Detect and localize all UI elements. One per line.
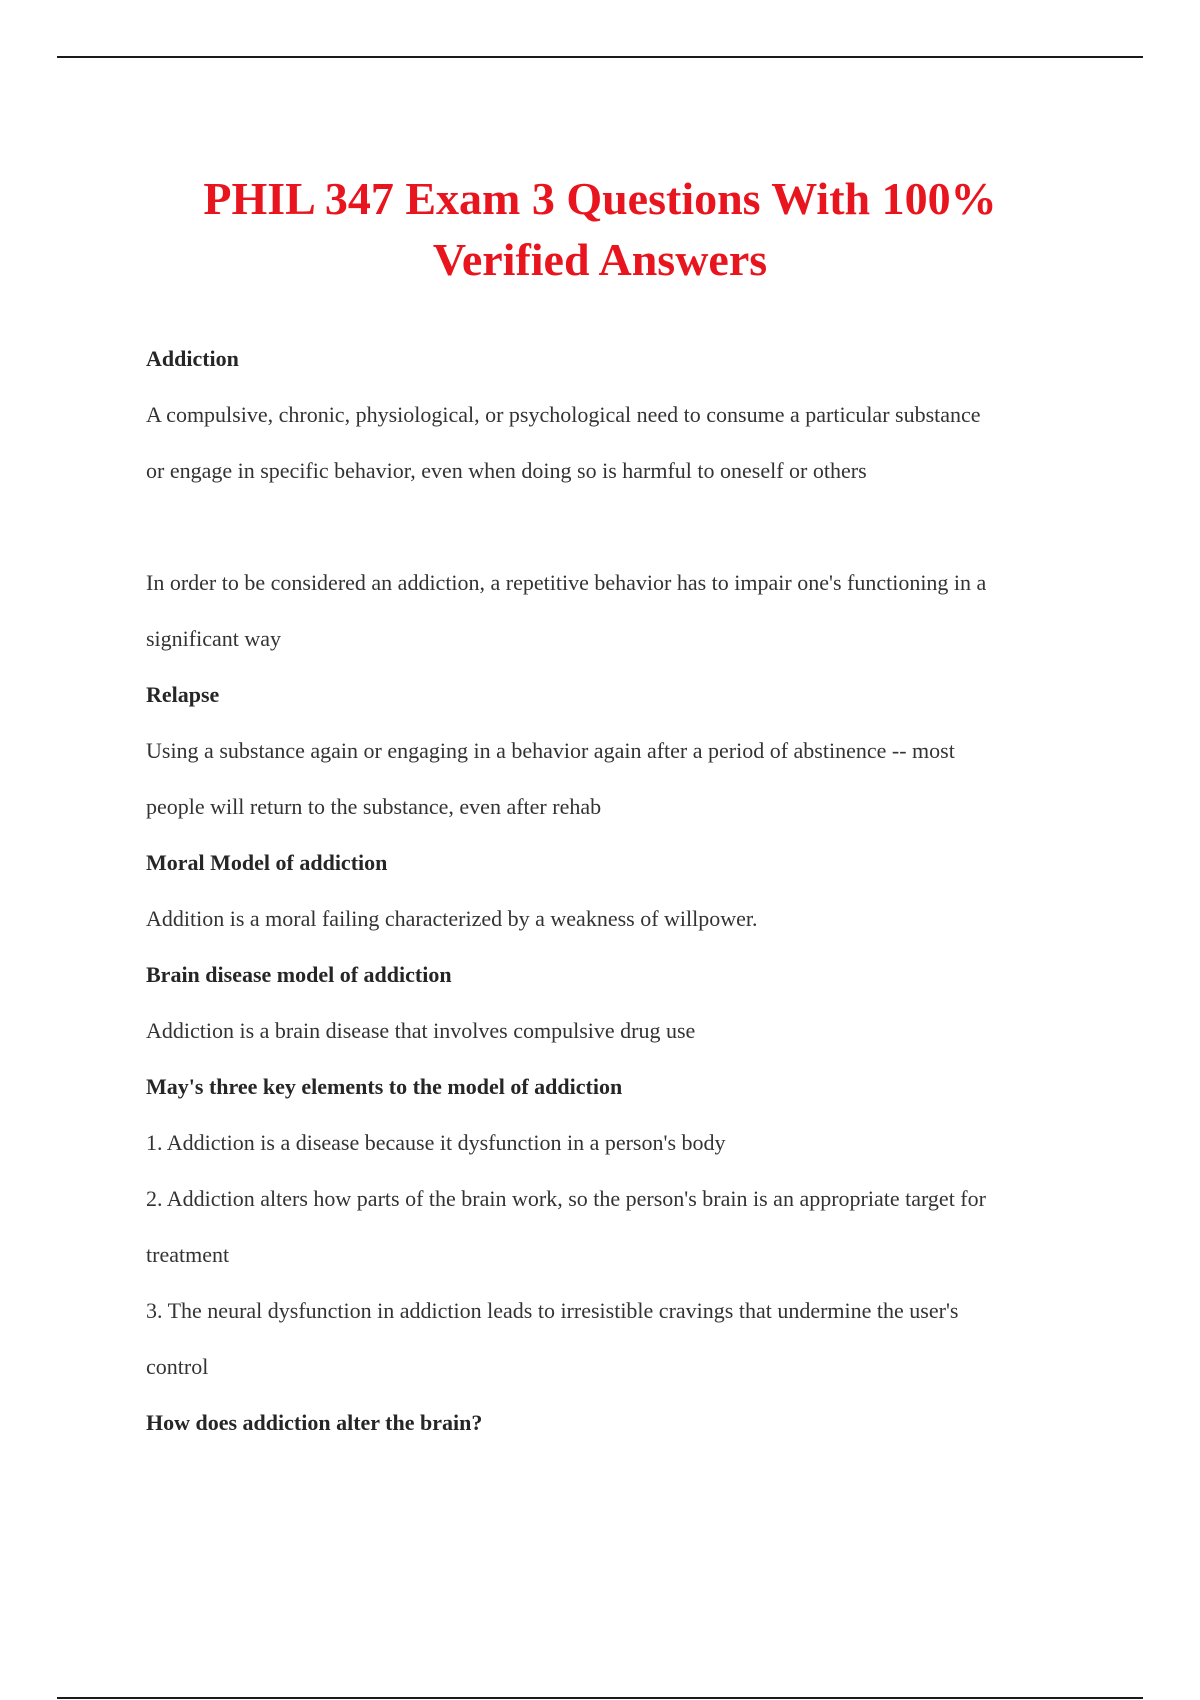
- definition-relapse-line-2: people will return to the substance, even after rehab: [146, 794, 602, 819]
- term-addiction: Addiction: [146, 346, 239, 371]
- definition-relapse-line-1: Using a substance again or engaging in a behavior again after a period of abstinence -- most: [146, 738, 955, 763]
- addiction-note-line-1: In order to be considered an addiction, a repetitive behavior has to impair one's functioning in a: [146, 570, 987, 595]
- top-rule: [57, 56, 1143, 58]
- mays-element-3-line-1: 3. The neural dysfunction in addiction leads to irresistible cravings that undermine the user's: [146, 1298, 959, 1323]
- mays-element-3-line-2: control: [146, 1354, 209, 1379]
- term-brain-alteration: How does addiction alter the brain?: [146, 1410, 483, 1435]
- title-line-2: Verified Answers: [432, 234, 768, 285]
- term-brain-disease-model: Brain disease model of addiction: [146, 962, 452, 987]
- term-mays-elements: May's three key elements to the model of addiction: [146, 1074, 623, 1099]
- addiction-note-line-2: significant way: [146, 626, 282, 651]
- document-body: [146, 342, 1086, 1462]
- definition-brain-disease-model: Addiction is a brain disease that involves compulsive drug use: [146, 1018, 696, 1043]
- paragraph-spacer: [146, 510, 1086, 566]
- term-relapse: Relapse: [146, 682, 220, 707]
- mays-element-2-line-2: treatment: [146, 1242, 230, 1267]
- bottom-rule: [57, 1697, 1143, 1699]
- title-line-1: PHIL 347 Exam 3 Questions With 100%: [203, 173, 997, 224]
- definition-addiction-line-1: A compulsive, chronic, physiological, or psychological need to consume a particular substance: [146, 402, 981, 427]
- definition-addiction-line-2: or engage in specific behavior, even when doing so is harmful to oneself or others: [146, 458, 867, 483]
- definition-moral-model: Addition is a moral failing characterized by a weakness of willpower.: [146, 906, 758, 931]
- mays-element-1: 1. Addiction is a disease because it dysfunction in a person's body: [146, 1130, 726, 1155]
- document-title: [100, 168, 1100, 290]
- term-moral-model: Moral Model of addiction: [146, 850, 388, 875]
- mays-element-2-line-1: 2. Addiction alters how parts of the brain work, so the person's brain is an appropriate target for: [146, 1186, 986, 1211]
